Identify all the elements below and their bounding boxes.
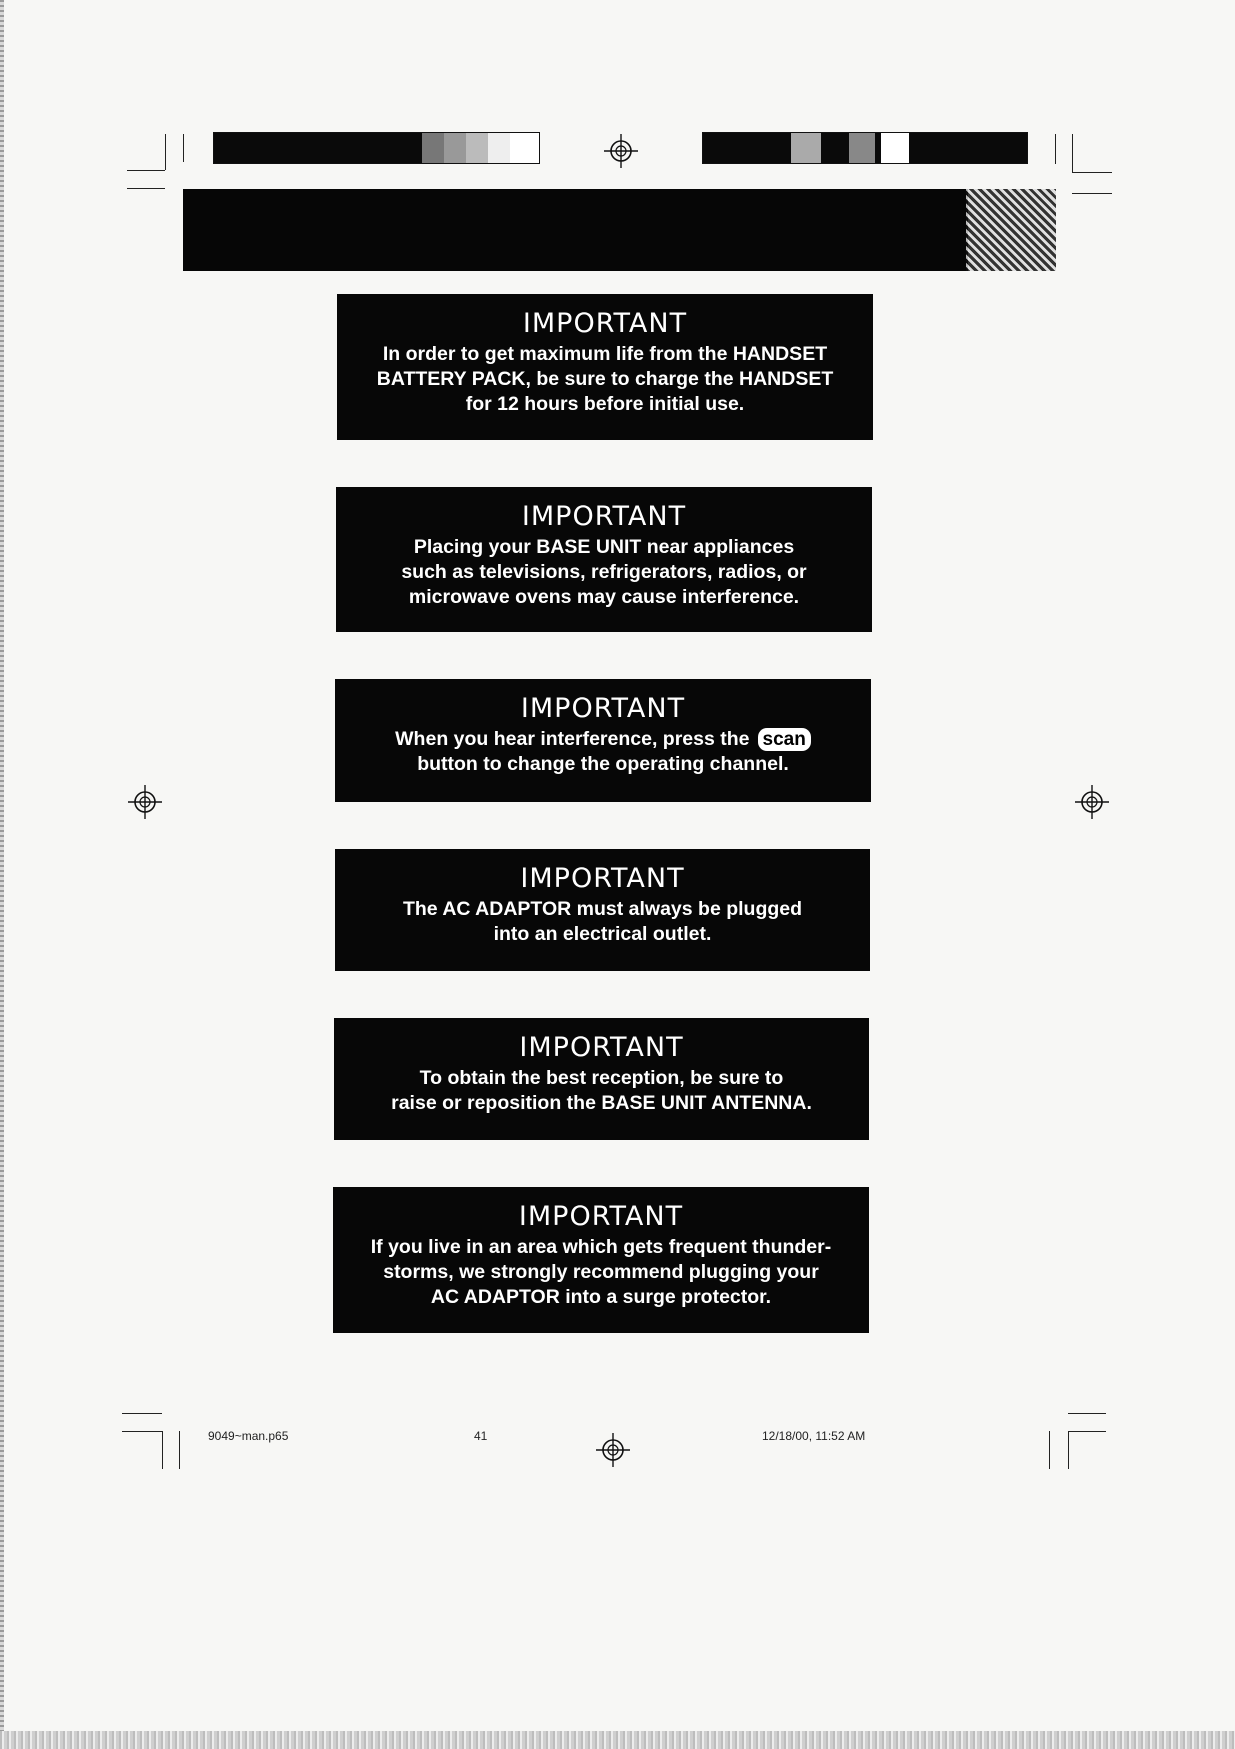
notice-line: into an electrical outlet. bbox=[493, 923, 712, 945]
notice-title: IMPORTANT bbox=[520, 863, 685, 894]
scan-noise-pattern bbox=[966, 189, 1056, 271]
important-notice-antenna bbox=[334, 1018, 869, 1140]
notice-line: such as televisions, refrigerators, radios, or bbox=[401, 561, 807, 583]
crop-mark bbox=[162, 1431, 163, 1469]
notice-title: IMPORTANT bbox=[521, 501, 687, 532]
crop-mark bbox=[127, 188, 165, 189]
registration-mark-top bbox=[604, 134, 638, 168]
important-notice-ac-adaptor bbox=[335, 849, 870, 971]
notice-body bbox=[335, 727, 871, 777]
notice-title: IMPORTANT bbox=[518, 1201, 684, 1232]
print-color-bar-left bbox=[213, 132, 540, 164]
scan-key-label: scan bbox=[758, 728, 811, 751]
crop-mark bbox=[183, 134, 184, 162]
notice-line: To obtain the best reception, be sure to bbox=[419, 1067, 784, 1089]
registration-mark-right bbox=[1075, 785, 1109, 819]
notice-line: If you live in an area which gets frequent thunder- bbox=[370, 1236, 832, 1258]
notice-body bbox=[335, 897, 870, 947]
important-notice-battery bbox=[337, 294, 873, 440]
notice-title: IMPORTANT bbox=[520, 693, 686, 724]
notice-line: BATTERY PACK, be sure to charge the HANDSET bbox=[376, 368, 834, 390]
notice-line-text: When you hear interference, press the bbox=[395, 728, 750, 750]
crop-mark bbox=[1049, 1431, 1050, 1469]
header-banner bbox=[183, 189, 968, 271]
crop-mark bbox=[165, 134, 166, 170]
notice-line: button to change the operating channel. bbox=[417, 753, 789, 775]
footer-page-number: 41 bbox=[474, 1429, 488, 1443]
notice-body bbox=[337, 342, 873, 417]
print-color-bar-right bbox=[702, 132, 1028, 164]
notice-title: IMPORTANT bbox=[519, 1032, 684, 1063]
notice-body bbox=[336, 535, 872, 610]
crop-mark bbox=[179, 1431, 180, 1469]
notice-title: IMPORTANT bbox=[522, 308, 688, 339]
notice-line: storms, we strongly recommend plugging your bbox=[383, 1261, 819, 1283]
crop-mark bbox=[1068, 1413, 1106, 1414]
notice-line: AC ADAPTOR into a surge protector. bbox=[430, 1286, 772, 1308]
registration-mark-left bbox=[128, 785, 162, 819]
notice-line: In order to get maximum life from the HANDSET bbox=[382, 343, 828, 365]
footer-timestamp: 12/18/00, 11:52 AM bbox=[762, 1429, 866, 1443]
crop-mark bbox=[122, 1413, 162, 1414]
notice-body bbox=[334, 1066, 869, 1116]
notice-line: raise or reposition the BASE UNIT ANTENNA. bbox=[391, 1092, 812, 1114]
page-scan-edge-left bbox=[0, 0, 4, 1749]
notice-line: for 12 hours before initial use. bbox=[465, 393, 745, 415]
registration-mark-bottom bbox=[596, 1433, 630, 1467]
crop-mark bbox=[122, 1431, 162, 1432]
important-notice-surge bbox=[333, 1187, 869, 1333]
important-notice-scan bbox=[335, 679, 871, 802]
crop-mark bbox=[1068, 1431, 1069, 1469]
notice-body bbox=[333, 1235, 869, 1310]
crop-mark bbox=[127, 170, 165, 171]
crop-mark bbox=[1055, 134, 1056, 164]
crop-mark bbox=[1072, 193, 1112, 194]
footer-filename: 9049~man.p65 bbox=[208, 1429, 289, 1443]
page-scan-edge-bottom bbox=[0, 1731, 1235, 1749]
notice-line: Placing your BASE UNIT near appliances bbox=[413, 536, 795, 558]
notice-line bbox=[335, 727, 871, 752]
notice-line: The AC ADAPTOR must always be plugged bbox=[402, 898, 803, 920]
crop-mark bbox=[1072, 172, 1112, 173]
crop-mark bbox=[1068, 1431, 1106, 1432]
important-notice-interference bbox=[336, 487, 872, 632]
notice-line: microwave ovens may cause interference. bbox=[408, 586, 800, 608]
crop-mark bbox=[1072, 134, 1073, 172]
